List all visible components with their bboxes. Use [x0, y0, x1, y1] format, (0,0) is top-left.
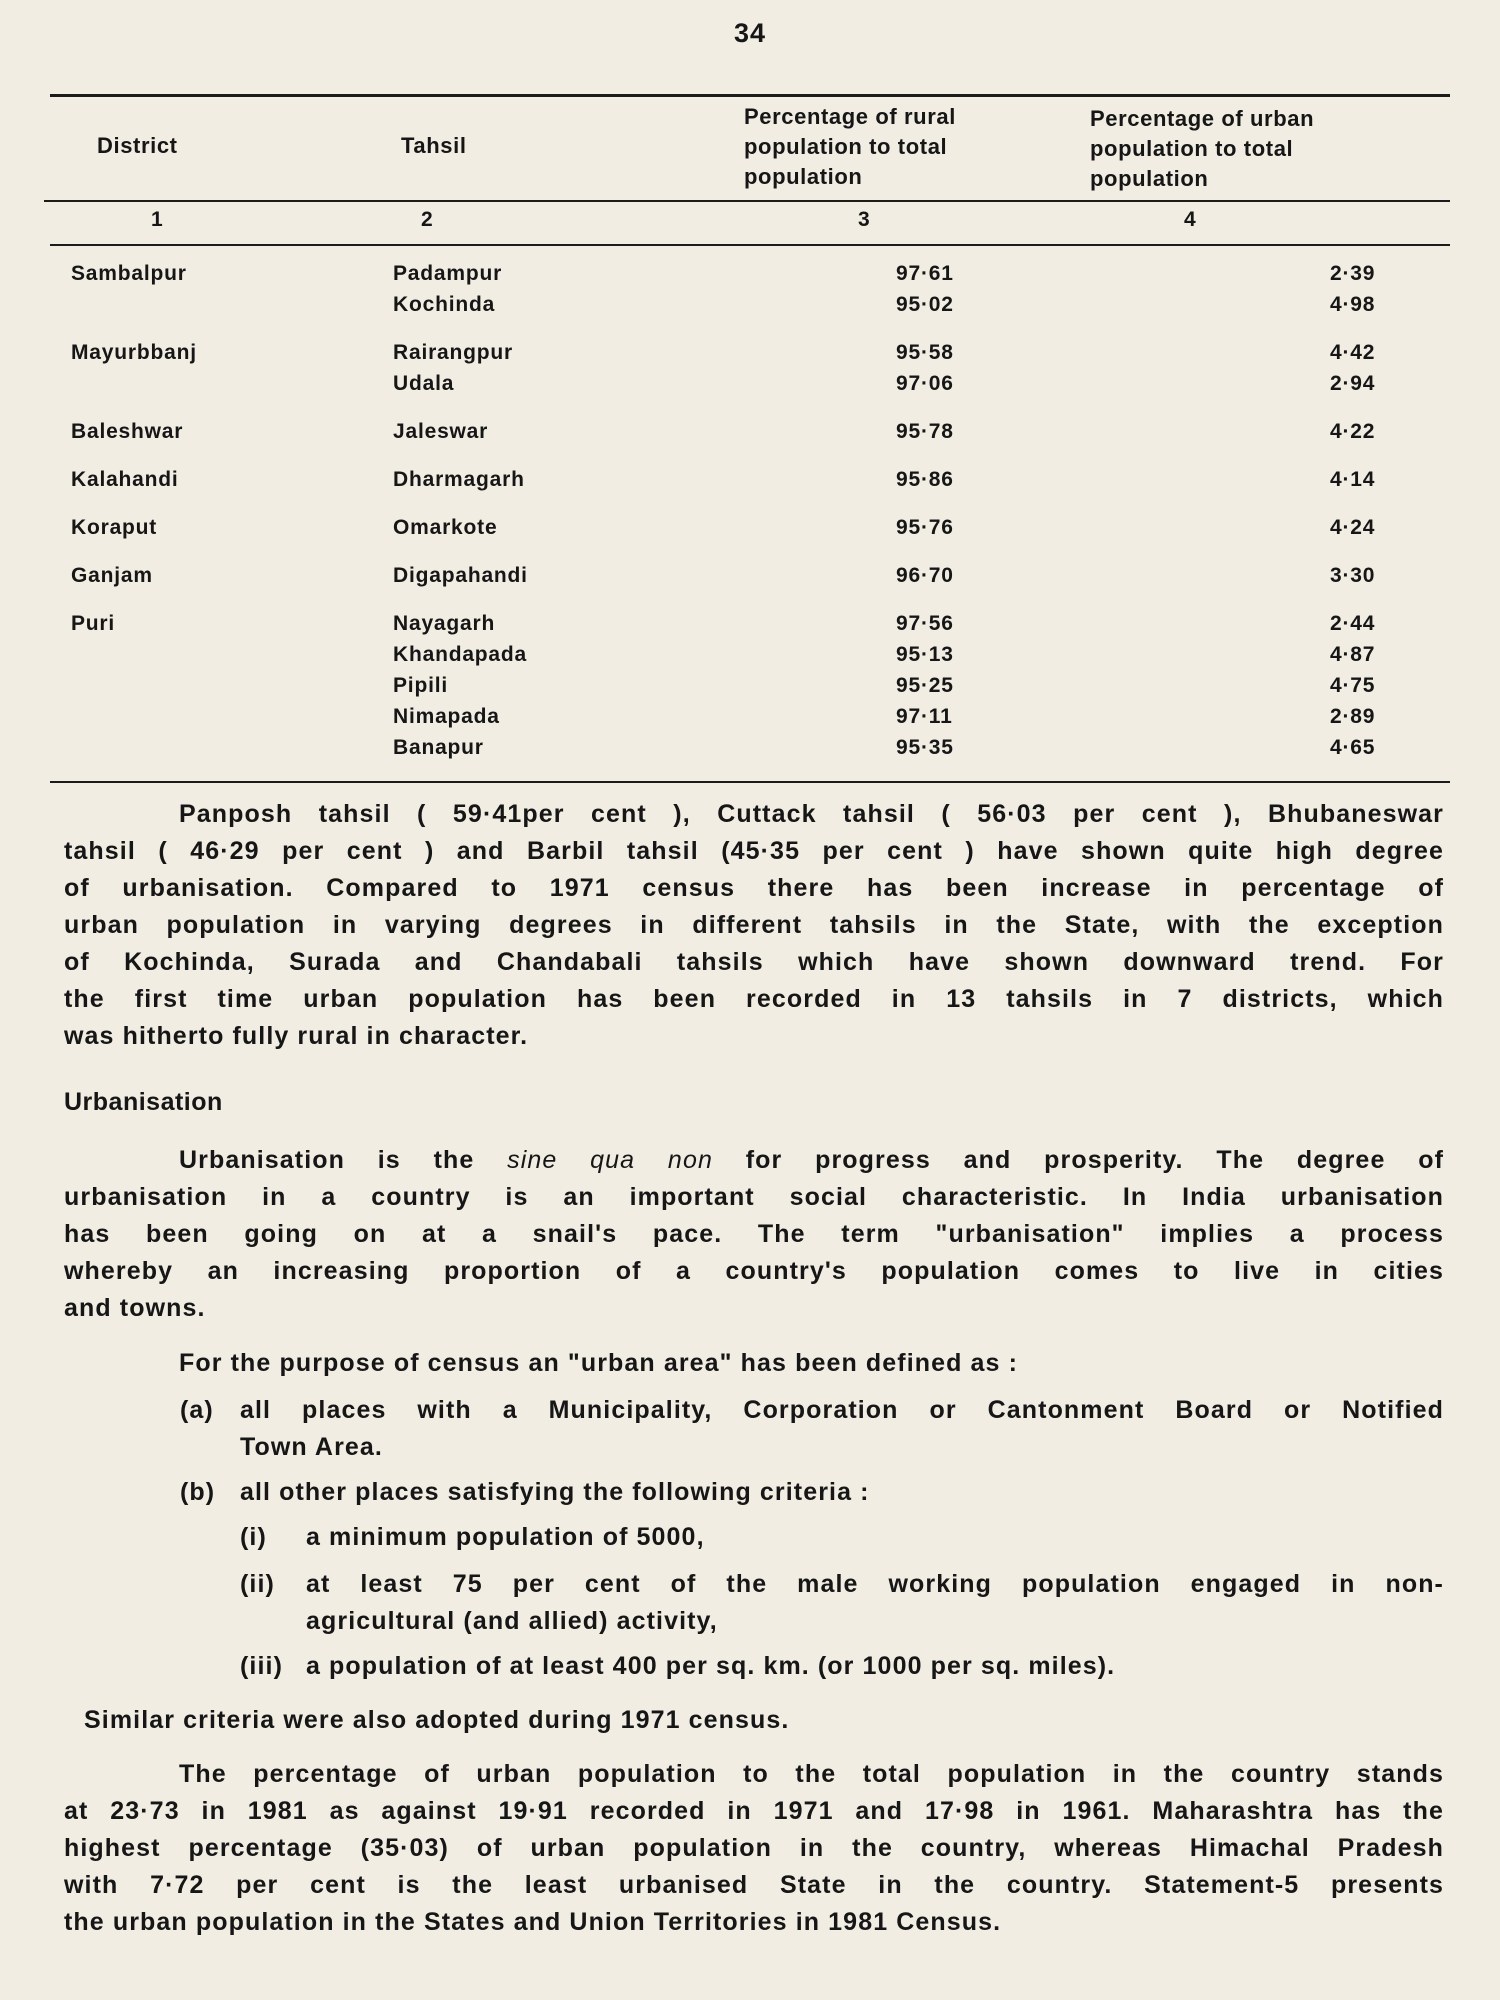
header-tahsil: Tahsil [401, 133, 467, 158]
cell-district [50, 368, 393, 399]
criteria-b-label: (b) [180, 1478, 216, 1506]
similar-criteria-note: Similar criteria were also adopted during 1971 census. [84, 1706, 790, 1734]
table-row [50, 368, 1450, 399]
cell-urban: 4·24 [1330, 515, 1376, 539]
paragraph-line: of Kochinda, Surada and Chandabali tahsils which have shown downward trend. For [64, 948, 1444, 976]
district-table [50, 258, 1450, 763]
cell-urban: 2·39 [1330, 261, 1376, 285]
cell-rural: 95·25 [896, 673, 954, 697]
cell-tahsil: Banapur [393, 735, 484, 759]
table-row [50, 495, 1450, 543]
column-number: 3 [858, 208, 870, 231]
paragraph-line: the urban population in the States and Union Territories in 1981 Census. [64, 1908, 1002, 1936]
paragraph-urban-percentage [64, 1756, 1444, 1941]
cell-district: Kalahandi [71, 467, 179, 491]
cell-tahsil: Kochinda [393, 292, 496, 316]
cell-district [50, 701, 393, 732]
paragraph-line: The percentage of urban population to the total population in the country stands [179, 1760, 1444, 1788]
cell-rural: 97·11 [896, 704, 953, 728]
cell-urban: 4·65 [1330, 735, 1376, 759]
cell-urban: 3·30 [1330, 563, 1376, 587]
paragraph-line: at 23·73 in 1981 as against 19·91 recorded in 1971 and 17·98 in 1961. Maharashtra has the [64, 1797, 1444, 1825]
cell-rural: 95·86 [896, 467, 954, 491]
table-row [50, 258, 1450, 289]
paragraph-line: urban population in varying degrees in different tahsils in the State, with the exception [64, 911, 1444, 939]
cell-tahsil: Dharmagarh [393, 467, 525, 491]
cell-district [50, 732, 393, 763]
header-rural-line: Percentage of rural [744, 104, 956, 129]
cell-district: Ganjam [71, 563, 153, 587]
italic-phrase: sine qua non [507, 1146, 713, 1174]
criteria-a-text-cont: Town Area. [240, 1433, 383, 1461]
table-row [50, 447, 1450, 495]
criteria-ii-text-cont: agricultural (and allied) activity, [306, 1607, 718, 1635]
table-row [50, 639, 1450, 670]
cell-district [50, 670, 393, 701]
table-row [50, 670, 1450, 701]
criteria-iii-label: (iii) [240, 1652, 283, 1680]
cell-urban: 2·89 [1330, 704, 1376, 728]
text-run: for progress and prosperity. The degree of [712, 1146, 1444, 1174]
criteria-ii-label: (ii) [240, 1570, 275, 1598]
paragraph-line: Panposh tahsil ( 59·41per cent ), Cuttack tahsil ( 56·03 per cent ), Bhubaneswar [179, 800, 1444, 828]
paragraph-line: of urbanisation. Compared to 1971 census there has been increase in percentage of [64, 874, 1444, 902]
cell-rural: 95·13 [896, 642, 954, 666]
criteria-i-label: (i) [240, 1523, 267, 1551]
cell-rural: 97·06 [896, 371, 954, 395]
table-top-rule [50, 94, 1450, 97]
criteria-ii-text: at least 75 per cent of the male working population engaged in non- [306, 1570, 1444, 1598]
criteria-i-text: a minimum population of 5000, [306, 1523, 705, 1551]
cell-tahsil: Rairangpur [393, 340, 514, 364]
column-number: 2 [421, 208, 433, 231]
paragraph-line: the first time urban population has been recorded in 13 tahsils in 7 districts, which [64, 985, 1444, 1013]
criteria-a-label: (a) [180, 1396, 214, 1424]
cell-rural: 95·02 [896, 292, 954, 316]
cell-district: Mayurbbanj [71, 340, 197, 364]
cell-rural: 97·61 [896, 261, 954, 285]
header-rural [744, 102, 956, 192]
table-row [50, 399, 1450, 447]
cell-district [50, 639, 393, 670]
cell-urban: 4·87 [1330, 642, 1376, 666]
cell-urban: 4·22 [1330, 419, 1376, 443]
cell-tahsil: Nimapada [393, 704, 500, 728]
paragraph-line: was hitherto fully rural in character. [64, 1022, 529, 1050]
cell-rural: 95·76 [896, 515, 954, 539]
cell-tahsil: Omarkote [393, 515, 498, 539]
cell-urban: 2·44 [1330, 611, 1376, 635]
criteria-b-text: all other places satisfying the following criteria : [240, 1478, 870, 1506]
paragraph-line: and towns. [64, 1294, 206, 1322]
cell-rural: 95·78 [896, 419, 954, 443]
table-row [50, 701, 1450, 732]
header-rural-line: population to total [744, 134, 948, 159]
paragraph-line: tahsil ( 46·29 per cent ) and Barbil tahsil (45·35 per cent ) have shown quite high degree [64, 837, 1444, 865]
header-urban-line: Percentage of urban [1090, 106, 1315, 131]
section-heading: Urbanisation [64, 1088, 223, 1116]
cell-district: Baleshwar [71, 419, 184, 443]
criteria-iii-text: a population of at least 400 per sq. km. (or 1000 per sq. miles). [306, 1652, 1116, 1680]
cell-rural: 96·70 [896, 563, 954, 587]
cell-tahsil: Padampur [393, 261, 503, 285]
table-bottom-rule [50, 781, 1450, 783]
paragraph-line [64, 1142, 1444, 1179]
cell-district: Puri [71, 611, 116, 635]
table-row [50, 289, 1450, 320]
cell-urban: 4·75 [1330, 673, 1376, 697]
cell-urban: 4·42 [1330, 340, 1376, 364]
paragraph-urbanisation-degree [64, 796, 1444, 1055]
cell-tahsil: Khandapada [393, 642, 528, 666]
column-number: 1 [151, 208, 163, 231]
header-rule [44, 200, 1450, 202]
page-number: 34 [733, 18, 767, 48]
cell-urban: 4·98 [1330, 292, 1376, 316]
header-urban [1090, 104, 1314, 194]
paragraph-line: has been going on at a snail's pace. The term "urbanisation" implies a process [64, 1220, 1444, 1248]
cell-rural: 95·58 [896, 340, 954, 364]
header-urban-line: population to total [1090, 136, 1294, 161]
paragraph-urbanisation-intro [64, 1142, 1444, 1327]
cell-tahsil: Pipili [393, 673, 448, 697]
cell-tahsil: Digapahandi [393, 563, 528, 587]
cell-tahsil: Udala [393, 371, 455, 395]
header-district: District [97, 133, 178, 158]
table-row [50, 591, 1450, 639]
criteria-intro: For the purpose of census an "urban area" has been defined as : [179, 1349, 1019, 1377]
table-row [50, 320, 1450, 368]
table-row [50, 543, 1450, 591]
cell-district: Sambalpur [71, 261, 187, 285]
header-rural-line: population [744, 164, 863, 189]
cell-district [50, 289, 393, 320]
column-number: 4 [1184, 208, 1196, 231]
paragraph-line: highest percentage (35·03) of urban population in the country, whereas Himachal Pradesh [64, 1834, 1444, 1862]
paragraph-line: urbanisation in a country is an important social characteristic. In India urbanisation [64, 1183, 1444, 1211]
text-run: Urbanisation is the [179, 1146, 508, 1174]
cell-tahsil: Nayagarh [393, 611, 496, 635]
table-row [50, 732, 1450, 763]
cell-urban: 4·14 [1330, 467, 1376, 491]
paragraph-line: with 7·72 per cent is the least urbanised State in the country. Statement-5 presents [64, 1871, 1444, 1899]
column-number-rule [50, 244, 1450, 246]
header-urban-line: population [1090, 166, 1209, 191]
cell-rural: 97·56 [896, 611, 954, 635]
cell-urban: 2·94 [1330, 371, 1376, 395]
cell-tahsil: Jaleswar [393, 419, 489, 443]
paragraph-line: whereby an increasing proportion of a country's population comes to live in cities [64, 1257, 1444, 1285]
criteria-a-text: all places with a Municipality, Corporation or Cantonment Board or Notified [240, 1396, 1444, 1424]
cell-rural: 95·35 [896, 735, 954, 759]
cell-district: Koraput [71, 515, 158, 539]
